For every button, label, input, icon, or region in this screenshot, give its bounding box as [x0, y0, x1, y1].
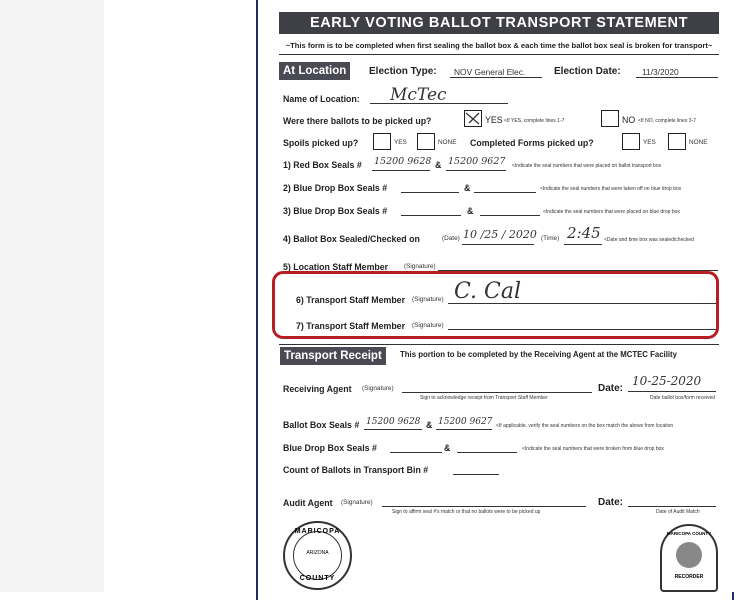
audit-agent-note: Sign to affirm seal #'s match or that no ballots were to be picked up: [392, 509, 541, 515]
ballots-no-note: <If NO, complete lines 3-7: [638, 118, 696, 124]
highlight-annotation: [272, 271, 719, 339]
ballots-yes-label: YES: [485, 115, 503, 125]
election-type-value: NOV General Elec.: [454, 67, 526, 77]
blue-seals-off-amp: &: [464, 183, 471, 193]
transport-staff-6-label: 6) Transport Staff Member: [296, 295, 406, 305]
location-staff-sig: (Signature): [404, 263, 436, 270]
receipt-blue-amp: &: [444, 443, 451, 453]
maricopa-county-seal: [283, 521, 352, 590]
transport-staff-6-sig: (Signature): [412, 296, 444, 303]
receiving-agent-note: Sign to acknowledge receipt from Transport Staff Member: [420, 395, 548, 401]
blue-seals-on-note: <Indicate the seal numbers that were placed on blue drop box: [543, 209, 680, 215]
receipt-note: This portion to be completed by the Receiving Agent at the MCTEC Facility: [400, 350, 677, 359]
receipt-blue-note: <Indicate the seal numbers that were broken from blue drop box: [522, 446, 664, 452]
forms-yes-checkbox[interactable]: [622, 133, 640, 150]
receipt-seal-a: 15200 9628: [366, 417, 421, 427]
form-title: EARLY VOTING BALLOT TRANSPORT STATEMENT: [279, 12, 719, 34]
box-sealed-label: 4) Ballot Box Sealed/Checked on: [283, 234, 420, 244]
spoils-yes-checkbox[interactable]: [373, 133, 391, 150]
recorder-seal-bottom-text: RECORDER: [674, 574, 704, 580]
viewer-right-margin: [732, 0, 740, 592]
election-type-label: Election Type:: [369, 66, 437, 77]
blue-seals-off-note: <Indicate the seal numbers that were taken off on blue drop box: [540, 186, 682, 192]
box-sealed-date-label: (Date): [442, 235, 460, 242]
recorder-seal: [660, 524, 718, 592]
transport-staff-7-label: 7) Transport Staff Member: [296, 321, 406, 331]
location-name-label: Name of Location:: [283, 94, 360, 104]
receipt-date-note: Date ballot box/form received: [650, 395, 716, 401]
ballots-no-label: NO: [622, 115, 636, 125]
election-date-value: 11/3/2020: [642, 67, 679, 77]
spoils-none-label: NONE: [438, 139, 457, 146]
recorder-emblem-icon: [676, 542, 702, 568]
forms-none-checkbox[interactable]: [668, 133, 686, 150]
receipt-seals-amp: &: [426, 420, 433, 430]
audit-date-label: Date:: [598, 497, 624, 508]
seal-bottom-text: COUNTY: [299, 575, 336, 582]
section-at-location: At Location: [279, 62, 350, 80]
election-date-label: Election Date:: [554, 66, 621, 77]
ballots-yes-checkbox[interactable]: [464, 110, 482, 127]
receipt-seals-note: <If applicable, verify the seal numbers on the box match the above from location: [496, 423, 674, 429]
audit-agent-sig: (Signature): [341, 499, 373, 506]
divider: [279, 54, 719, 55]
ballots-yes-note: <If YES, complete lines 1-7: [504, 118, 565, 124]
audit-date-note: Date of Audit Match: [656, 509, 700, 515]
location-staff-label: 5) Location Staff Member: [283, 262, 389, 272]
receipt-date-label: Date:: [598, 383, 624, 394]
red-seal-a: 15200 9628: [374, 156, 432, 167]
receipt-date-value: 10-25-2020: [632, 374, 702, 388]
audit-agent-label: Audit Agent: [283, 498, 333, 508]
red-box-seals-label: 1) Red Box Seals #: [283, 160, 362, 170]
receiving-agent-sig: (Signature): [362, 385, 394, 392]
receipt-blue-seals-label: Blue Drop Box Seals #: [283, 443, 377, 453]
red-seal-amp: &: [435, 160, 442, 170]
box-sealed-date-value: 10 /25 / 2020: [463, 228, 537, 241]
red-seal-b: 15200 9627: [448, 156, 506, 167]
ballots-no-checkbox[interactable]: [601, 110, 619, 127]
ballots-picked-label: Were there ballots to be picked up?: [283, 116, 432, 126]
ballot-box-seals-label: Ballot Box Seals #: [283, 420, 360, 430]
seal-center-text: ARIZONA: [306, 550, 329, 556]
receipt-seal-b: 15200 9627: [438, 417, 493, 427]
blue-seals-on-label: 3) Blue Drop Box Seals #: [283, 206, 388, 216]
seal-top-text: MARICOPA: [294, 528, 341, 535]
forms-yes-label: YES: [643, 139, 656, 146]
box-sealed-time-value: 2:45: [567, 224, 601, 242]
ballot-count-label: Count of Ballots in Transport Bin #: [283, 465, 429, 475]
section-transport-receipt: Transport Receipt: [280, 347, 386, 365]
recorder-seal-top-text: MARICOPA COUNTY: [666, 531, 712, 536]
viewer-gutter: [104, 0, 258, 592]
box-sealed-note: <Date and time box was sealed/checked: [604, 237, 694, 243]
forms-label: Completed Forms picked up?: [470, 138, 594, 148]
forms-none-label: NONE: [689, 139, 708, 146]
spoils-label: Spoils picked up?: [283, 138, 359, 148]
form-subtitle: ~This form is to be completed when first sealing the ballot box & each time the ballot box seal is broken for transport~: [285, 41, 713, 50]
spoils-yes-label: YES: [394, 139, 407, 146]
receiving-agent-label: Receiving Agent: [283, 384, 352, 394]
blue-seals-on-amp: &: [467, 206, 474, 216]
box-sealed-time-label: (Time): [541, 235, 560, 242]
sidebar-panel: [0, 0, 104, 592]
blue-seals-off-label: 2) Blue Drop Box Seals #: [283, 183, 388, 193]
checkmark-icon: [465, 111, 480, 125]
location-name-value: McTec: [390, 85, 447, 105]
red-seal-note: <Indicate the seal numbers that were placed on ballot transport box: [512, 163, 662, 169]
transport-staff-7-sig: (Signature): [412, 322, 444, 329]
transport-staff-6-signature: C. Cal: [454, 279, 522, 304]
spoils-none-checkbox[interactable]: [417, 133, 435, 150]
